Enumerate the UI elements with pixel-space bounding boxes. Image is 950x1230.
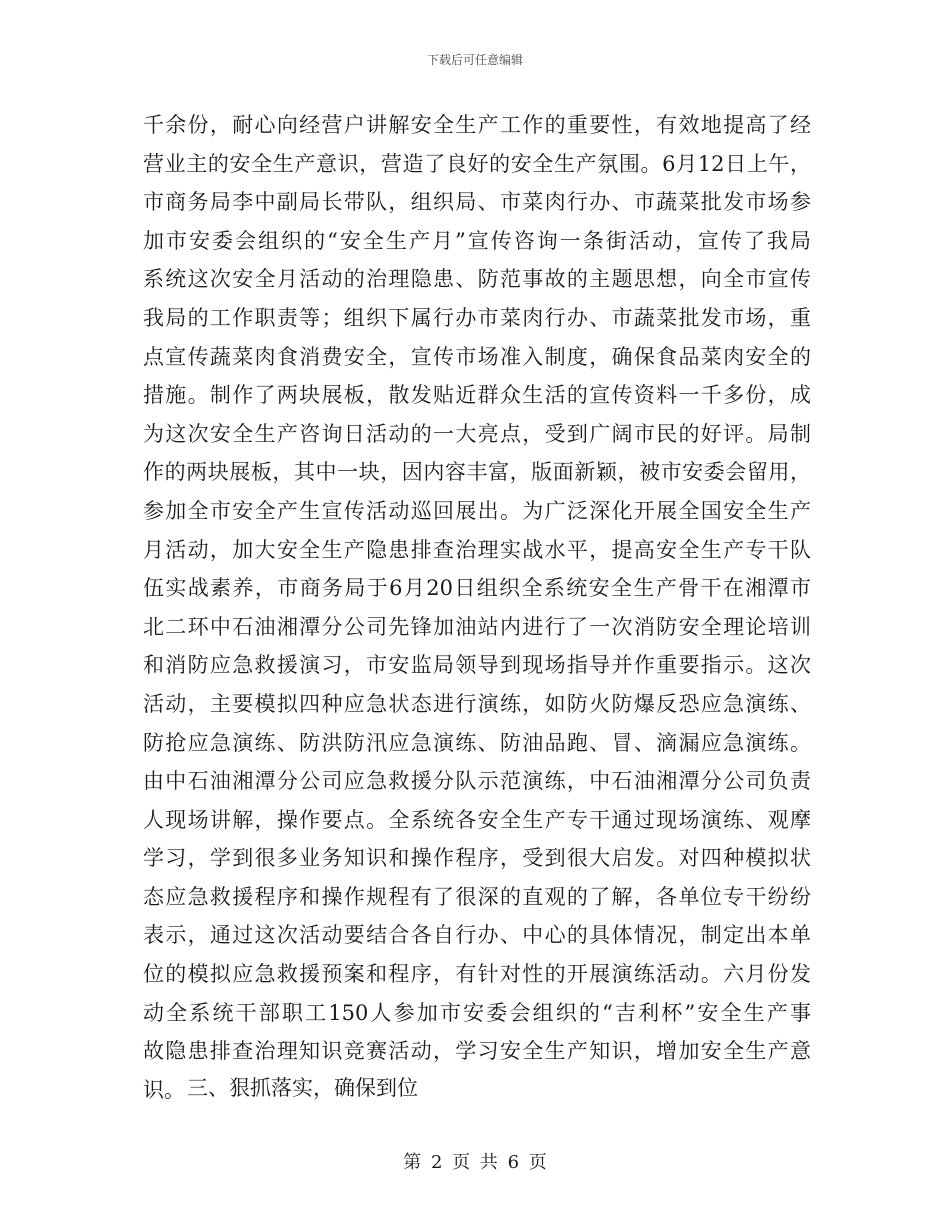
text-line: 措施。制作了两块展板，散发贴近群众生活的宣传资料一千多份，成	[143, 383, 811, 408]
text-line: 和消防应急救援演习，市安监局领导到现场指导并作重要指示。这次	[143, 653, 811, 678]
page-number: 第 2 页 共 6 页	[403, 1152, 547, 1173]
text-line: 由中石油湘潭分公司应急救援分队示范演练，中石油湘潭分公司负责	[143, 769, 811, 794]
text-line: 位的模拟应急救援预案和程序，有针对性的开展演练活动。六月份发	[143, 962, 811, 987]
text-line: 表示，通过这次活动要结合各自行办、中心的具体情况，制定出本单	[143, 923, 811, 948]
text-line: 态应急救援程序和操作规程有了很深的直观的了解，各单位专干纷纷	[143, 884, 811, 909]
text-line: 加市安委会组织的“安全生产月”宣传咨询一条街活动，宣传了我局	[143, 228, 811, 253]
text-line: 点宣传蔬菜肉食消费安全，宣传市场准入制度，确保食品菜肉安全的	[143, 344, 811, 369]
text-line: 学习，学到很多业务知识和操作程序，受到很大启发。对四种模拟状	[143, 846, 811, 871]
text-line: 参加全市安全产生宣传活动巡回展出。为广泛深化开展全国安全生产	[143, 498, 811, 523]
text-line: 营业主的安全生产意识，营造了良好的安全生产氛围。6月12日上午，	[143, 151, 811, 176]
section-heading: 三、狠抓落实，确保到位	[187, 1076, 418, 1100]
text-line: 防抢应急演练、防洪防汛应急演练、防油品跑、冒、滴漏应急演练。	[143, 730, 811, 755]
text-line: 月活动，加大安全生产隐患排查治理实战水平，提高安全生产专干队	[143, 537, 811, 562]
text-line: 系统这次安全月活动的治理隐患、防范事故的主题思想，向全市宣传	[143, 267, 811, 292]
text-line: 市商务局李中副局长带队，组织局、市菜肉行办、市蔬菜批发市场参	[143, 190, 811, 215]
text-line: 北二环中石油湘潭分公司先锋加油站内进行了一次消防安全理论培训	[143, 614, 811, 639]
text-line: 千余份，耐心向经营户讲解安全生产工作的重要性，有效地提高了经	[143, 113, 811, 137]
text-line: 动全系统干部职工150人参加市安委会组织的“吉利杯”安全生产事	[143, 1000, 811, 1025]
text-line: 识。	[143, 1077, 185, 1102]
text-line: 我局的工作职责等；组织下属行办市菜肉行办、市蔬菜批发市场，重	[143, 305, 811, 330]
text-line: 为这次安全生产咨询日活动的一大亮点，受到广阔市民的好评。局制	[143, 421, 811, 446]
body-text	[143, 106, 811, 1109]
text-line: 作的两块展板，其中一块，因内容丰富，版面新颖，被市安委会留用，	[143, 460, 811, 485]
text-line: 伍实战素养，市商务局于6月20日组织全系统安全生产骨干在湘潭市	[143, 576, 811, 601]
page-header-note: 下载后可任意编辑	[426, 53, 523, 67]
text-line: 故隐患排查治理知识竞赛活动，学习安全生产知识，增加安全生产意	[143, 1039, 811, 1064]
text-line: 人现场讲解，操作要点。全系统各安全生产专干通过现场演练、观摩	[143, 807, 811, 832]
text-line: 活动，主要模拟四种应急状态进行演练，如防火防爆反恐应急演练、	[143, 691, 811, 716]
